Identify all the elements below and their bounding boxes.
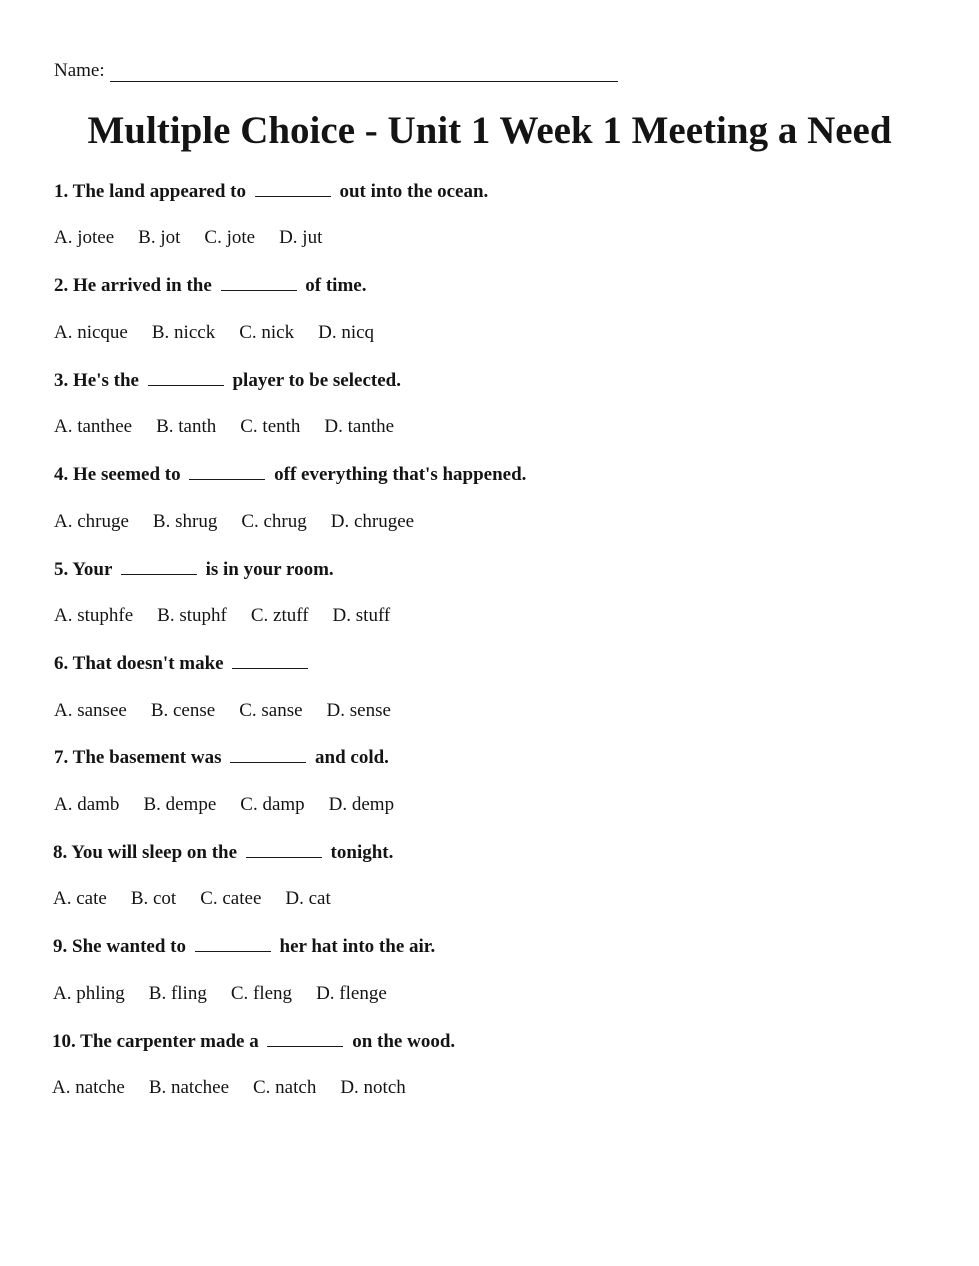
options-1 xyxy=(54,227,322,249)
option-b[interactable]: B. tanth xyxy=(156,416,217,437)
option-b[interactable]: B. natchee xyxy=(148,1077,229,1098)
answer-blank xyxy=(195,935,271,952)
option-a[interactable]: A. sansee xyxy=(54,700,127,721)
option-c[interactable]: C. chrug xyxy=(241,511,307,532)
question-text-after: her hat into the air. xyxy=(279,936,436,957)
option-b[interactable]: B. cot xyxy=(130,888,177,909)
option-d[interactable]: D. jut xyxy=(279,227,323,248)
option-d[interactable]: D. demp xyxy=(328,794,395,815)
question-8 xyxy=(53,841,393,864)
page-title: Multiple Choice - Unit 1 Week 1 Meeting a Need xyxy=(87,109,892,152)
question-6 xyxy=(54,652,312,675)
question-text-after: of time. xyxy=(305,275,367,296)
question-3 xyxy=(54,369,401,392)
option-b[interactable]: B. nicck xyxy=(151,322,216,343)
options-6 xyxy=(54,700,391,722)
option-a[interactable]: A. chruge xyxy=(54,511,129,532)
name-label: Name: xyxy=(54,60,105,81)
question-text-after: player to be selected. xyxy=(232,370,401,391)
option-b[interactable]: B. fling xyxy=(148,983,207,1004)
question-2 xyxy=(54,274,366,297)
answer-blank xyxy=(267,1030,343,1047)
question-1 xyxy=(54,180,488,203)
question-text-after: out into the ocean. xyxy=(339,181,489,202)
question-5 xyxy=(54,558,334,581)
option-b[interactable]: B. shrug xyxy=(152,511,218,532)
answer-blank xyxy=(189,463,265,480)
option-a[interactable]: A. damb xyxy=(54,794,120,815)
option-d[interactable]: D. flenge xyxy=(316,983,387,1004)
option-a[interactable]: A. cate xyxy=(53,888,107,909)
options-9 xyxy=(53,983,387,1005)
question-text-before: 9. She wanted to xyxy=(53,936,187,957)
question-text-after: tonight. xyxy=(330,842,394,863)
option-c[interactable]: C. ztuff xyxy=(250,605,309,626)
options-5 xyxy=(54,605,390,627)
question-10 xyxy=(52,1030,455,1053)
option-b[interactable]: B. jot xyxy=(138,227,181,248)
name-field-line[interactable] xyxy=(110,61,618,82)
option-d[interactable]: D. cat xyxy=(285,888,331,909)
option-a[interactable]: A. natche xyxy=(52,1077,125,1098)
option-c[interactable]: C. sanse xyxy=(239,700,303,721)
question-text-after: and cold. xyxy=(315,747,389,768)
option-c[interactable]: C. nick xyxy=(239,322,295,343)
option-c[interactable]: C. damp xyxy=(240,794,305,815)
option-b[interactable]: B. cense xyxy=(150,700,216,721)
question-text-before: 4. He seemed to xyxy=(54,464,181,485)
option-d[interactable]: D. chrugee xyxy=(330,511,415,532)
question-7 xyxy=(54,746,389,769)
question-text-before: 1. The land appeared to xyxy=(54,181,246,202)
question-text-before: 10. The carpenter made a xyxy=(52,1031,259,1052)
option-d[interactable]: D. stuff xyxy=(332,605,391,626)
question-4 xyxy=(54,463,526,486)
option-c[interactable]: C. jote xyxy=(204,227,256,248)
name-row xyxy=(54,60,618,82)
option-b[interactable]: B. stuphf xyxy=(157,605,227,626)
question-text-before: 5. Your xyxy=(54,559,113,580)
options-4 xyxy=(54,511,414,533)
question-text-before: 7. The basement was xyxy=(54,747,222,768)
options-8 xyxy=(53,888,331,910)
option-d[interactable]: D. nicq xyxy=(318,322,375,343)
option-a[interactable]: A. nicque xyxy=(54,322,128,343)
answer-blank xyxy=(246,841,322,858)
options-3 xyxy=(54,416,394,438)
option-c[interactable]: C. fleng xyxy=(230,983,293,1004)
option-c[interactable]: C. catee xyxy=(200,888,262,909)
option-d[interactable]: D. sense xyxy=(326,700,391,721)
option-a[interactable]: A. tanthee xyxy=(54,416,133,437)
option-d[interactable]: D. notch xyxy=(340,1077,406,1098)
question-9 xyxy=(53,935,435,958)
answer-blank xyxy=(255,180,331,197)
option-a[interactable]: A. stuphfe xyxy=(54,605,134,626)
option-c[interactable]: C. tenth xyxy=(240,416,301,437)
answer-blank xyxy=(232,652,308,669)
question-text-after: is in your room. xyxy=(205,559,334,580)
question-text-before: 8. You will sleep on the xyxy=(53,842,238,863)
option-a[interactable]: A. jotee xyxy=(54,227,115,248)
answer-blank xyxy=(221,274,297,291)
option-b[interactable]: B. dempe xyxy=(143,794,217,815)
answer-blank xyxy=(148,369,224,386)
options-7 xyxy=(54,794,394,816)
options-10 xyxy=(52,1077,406,1099)
question-text-after: off everything that's happened. xyxy=(274,464,527,485)
option-c[interactable]: C. natch xyxy=(253,1077,317,1098)
question-text-after: on the wood. xyxy=(352,1031,456,1052)
question-text-before: 2. He arrived in the xyxy=(54,275,212,296)
answer-blank xyxy=(121,558,197,575)
question-text-before: 3. He's the xyxy=(54,370,139,391)
options-2 xyxy=(54,322,374,344)
option-d[interactable]: D. tanthe xyxy=(324,416,395,437)
option-a[interactable]: A. phling xyxy=(53,983,125,1004)
question-text-before: 6. That doesn't make xyxy=(54,653,224,674)
answer-blank xyxy=(230,746,306,763)
